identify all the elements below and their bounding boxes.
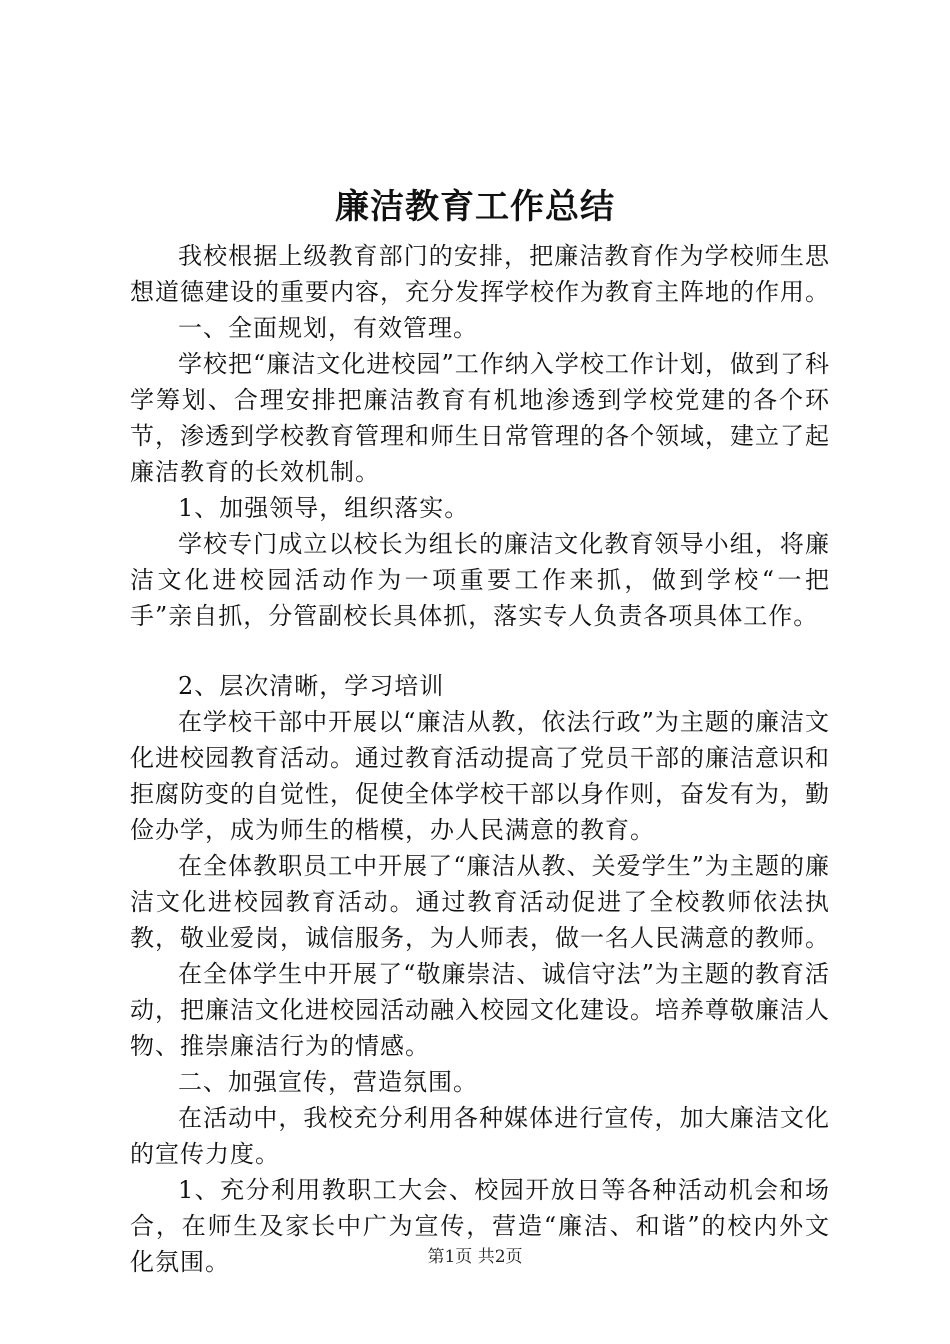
paragraph: 在全体学生中开展了“敬廉崇洁、诚信守法”为主题的教育活动，把廉洁文化进校园活动融入校园文化建设。培养尊敬廉洁人物、推崇廉洁行为的情感。 <box>130 960 830 1060</box>
paragraph: 学校专门成立以校长为组长的廉洁文化教育领导小组，将廉洁文化进校园活动作为一项重要工作来抓，做到学校“一把手”亲自抓，分管副校长具体抓，落实专人负责各项具体工作。 <box>130 530 830 630</box>
paragraph-intro: 我校根据上级教育部门的安排，把廉洁教育作为学校师生思想道德建设的重要内容，充分发挥学校作为教育主阵地的作用。 <box>130 242 830 306</box>
page-footer: 第1页 共2页 <box>427 1247 523 1267</box>
section-heading-2: 二、加强宣传，营造氛围。 <box>178 1068 478 1096</box>
paragraph: 在学校干部中开展以“廉洁从教，依法行政”为主题的廉洁文化进校园教育活动。通过教育活动提高了党员干部的廉洁意识和拒腐防变的自觉性，促使全体学校干部以身作则，奋发有为，勤俭办学，成为师生的楷模，办人民满意的教育。 <box>130 708 830 844</box>
paragraph: 在全体教职员工中开展了“廉洁从教、关爱学生”为主题的廉洁文化进校园教育活动。通过教育活动促进了全校教师依法执教，敬业爱岗，诚信服务，为人师表，做一名人民满意的教师。 <box>130 852 830 952</box>
subsection-heading-2-1: 1、充分利用教职工大会、校园开放日等各种活动机会和场合，在师生及家长中广为宣传，营造“廉洁、和谐”的校内外文化氛围。 <box>130 1176 830 1276</box>
paragraph: 学校把“廉洁文化进校园”工作纳入学校工作计划，做到了科学筹划、合理安排把廉洁教育有机地渗透到学校党建的各个环节，渗透到学校教育管理和师生日常管理的各个领域，建立了起廉洁教育的长效机制。 <box>130 350 830 486</box>
section-heading-1: 一、全面规划，有效管理。 <box>178 314 478 342</box>
document-body <box>130 238 830 1280</box>
subsection-heading-1-1: 1、加强领导，组织落实。 <box>178 494 470 522</box>
subsection-heading-1-2: 2、层次清晰，学习培训 <box>178 672 445 700</box>
paragraph: 在活动中，我校充分利用各种媒体进行宣传，加大廉洁文化的宣传力度。 <box>130 1104 830 1168</box>
document-title: 廉洁教育工作总结 <box>335 187 615 227</box>
